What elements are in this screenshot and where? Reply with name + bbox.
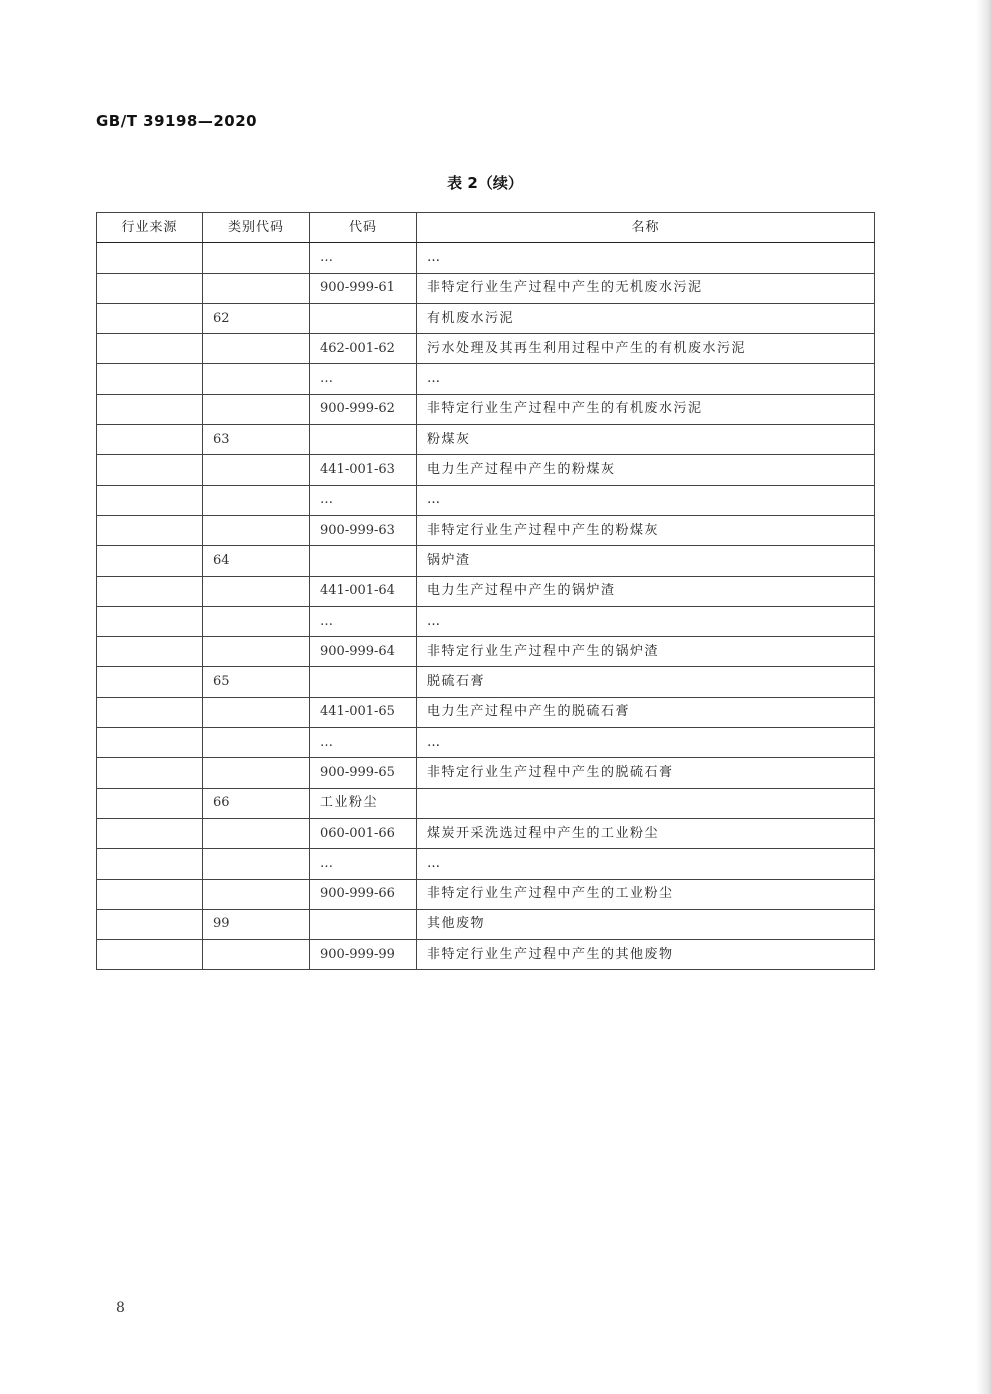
- cell-category-code: [203, 697, 310, 727]
- header-category-code: 类别代码: [203, 213, 310, 243]
- table-row: [97, 303, 875, 333]
- table-header-row: [97, 213, 875, 243]
- cell-industry-source: [97, 667, 203, 697]
- table-row: [97, 455, 875, 485]
- page-edge-shadow: [976, 0, 992, 1394]
- cell-industry-source: [97, 849, 203, 879]
- cell-category-code: [203, 485, 310, 515]
- cell-industry-source: [97, 940, 203, 970]
- cell-industry-source: [97, 334, 203, 364]
- cell-category-code: [203, 728, 310, 758]
- table-row: [97, 394, 875, 424]
- cell-industry-source: [97, 425, 203, 455]
- cell-industry-source: [97, 818, 203, 848]
- cell-industry-source: [97, 303, 203, 333]
- header-industry-source: 行业来源: [97, 213, 203, 243]
- cell-industry-source: [97, 909, 203, 939]
- cell-name: 非特定行业生产过程中产生的无机废水污泥: [417, 273, 875, 303]
- cell-name: …: [417, 849, 875, 879]
- cell-category-code: [203, 515, 310, 545]
- cell-code: [310, 303, 417, 333]
- table-row: [97, 273, 875, 303]
- cell-name: 电力生产过程中产生的脱硫石膏: [417, 697, 875, 727]
- cell-name: 锅炉渣: [417, 546, 875, 576]
- cell-name: …: [417, 485, 875, 515]
- cell-code: 900-999-66: [310, 879, 417, 909]
- table-row: [97, 788, 875, 818]
- cell-category-code: 65: [203, 667, 310, 697]
- cell-category-code: [203, 879, 310, 909]
- cell-industry-source: [97, 637, 203, 667]
- table-row: [97, 940, 875, 970]
- cell-category-code: 64: [203, 546, 310, 576]
- cell-category-code: 62: [203, 303, 310, 333]
- cell-code: [310, 667, 417, 697]
- cell-industry-source: [97, 243, 203, 273]
- cell-category-code: [203, 637, 310, 667]
- cell-code: 441-001-63: [310, 455, 417, 485]
- cell-name: 粉煤灰: [417, 425, 875, 455]
- cell-category-code: [203, 273, 310, 303]
- cell-name: 污水处理及其再生利用过程中产生的有机废水污泥: [417, 334, 875, 364]
- cell-category-code: [203, 606, 310, 636]
- cell-name: …: [417, 364, 875, 394]
- table-row: [97, 758, 875, 788]
- cell-code: …: [310, 364, 417, 394]
- cell-category-code: 99: [203, 909, 310, 939]
- table-row: [97, 667, 875, 697]
- cell-name: 非特定行业生产过程中产生的其他废物: [417, 940, 875, 970]
- cell-code: 900-999-62: [310, 394, 417, 424]
- cell-code: [310, 909, 417, 939]
- cell-name: [417, 788, 875, 818]
- cell-industry-source: [97, 758, 203, 788]
- cell-industry-source: [97, 788, 203, 818]
- cell-category-code: 63: [203, 425, 310, 455]
- cell-name: 电力生产过程中产生的锅炉渣: [417, 576, 875, 606]
- cell-code: 441-001-65: [310, 697, 417, 727]
- table-row: [97, 334, 875, 364]
- cell-industry-source: [97, 485, 203, 515]
- waste-classification-table: [96, 212, 875, 970]
- cell-code: 900-999-63: [310, 515, 417, 545]
- cell-code: 900-999-64: [310, 637, 417, 667]
- table-row: [97, 909, 875, 939]
- cell-industry-source: [97, 546, 203, 576]
- cell-name: 非特定行业生产过程中产生的有机废水污泥: [417, 394, 875, 424]
- table-row: [97, 818, 875, 848]
- cell-code: [310, 425, 417, 455]
- cell-code: …: [310, 728, 417, 758]
- cell-name: 煤炭开采洗选过程中产生的工业粉尘: [417, 818, 875, 848]
- table-title: 表 2（续）: [447, 174, 523, 192]
- table-row: [97, 606, 875, 636]
- cell-code: …: [310, 243, 417, 273]
- table-row: [97, 243, 875, 273]
- table-body: [97, 243, 875, 970]
- cell-category-code: [203, 818, 310, 848]
- cell-category-code: [203, 849, 310, 879]
- header-name: 名称: [417, 213, 875, 243]
- cell-code: 900-999-61: [310, 273, 417, 303]
- table-row: [97, 515, 875, 545]
- table-row: [97, 485, 875, 515]
- cell-name: …: [417, 243, 875, 273]
- standard-number: GB/T 39198—2020: [96, 112, 258, 130]
- cell-industry-source: [97, 364, 203, 394]
- table-row: [97, 697, 875, 727]
- cell-category-code: [203, 243, 310, 273]
- cell-code: 441-001-64: [310, 576, 417, 606]
- cell-name: 非特定行业生产过程中产生的锅炉渣: [417, 637, 875, 667]
- table-row: [97, 637, 875, 667]
- cell-code: 900-999-65: [310, 758, 417, 788]
- cell-code: …: [310, 849, 417, 879]
- table-row: [97, 546, 875, 576]
- cell-name: 脱硫石膏: [417, 667, 875, 697]
- cell-name: 非特定行业生产过程中产生的脱硫石膏: [417, 758, 875, 788]
- header-code: 代码: [310, 213, 417, 243]
- table-row: [97, 879, 875, 909]
- cell-category-code: [203, 364, 310, 394]
- cell-name: 电力生产过程中产生的粉煤灰: [417, 455, 875, 485]
- cell-industry-source: [97, 273, 203, 303]
- cell-industry-source: [97, 455, 203, 485]
- cell-category-code: [203, 758, 310, 788]
- table-row: [97, 728, 875, 758]
- table-row: [97, 576, 875, 606]
- cell-category-code: [203, 940, 310, 970]
- cell-category-code: [203, 576, 310, 606]
- cell-name: …: [417, 606, 875, 636]
- page-number: 8: [116, 1300, 125, 1316]
- cell-code: 工业粉尘: [310, 788, 417, 818]
- cell-code: [310, 546, 417, 576]
- cell-industry-source: [97, 728, 203, 758]
- cell-code: …: [310, 485, 417, 515]
- cell-name: 有机废水污泥: [417, 303, 875, 333]
- cell-code: 900-999-99: [310, 940, 417, 970]
- cell-category-code: [203, 455, 310, 485]
- cell-name: 非特定行业生产过程中产生的粉煤灰: [417, 515, 875, 545]
- cell-name: 非特定行业生产过程中产生的工业粉尘: [417, 879, 875, 909]
- table-row: [97, 849, 875, 879]
- cell-industry-source: [97, 606, 203, 636]
- cell-code: 060-001-66: [310, 818, 417, 848]
- table-row: [97, 425, 875, 455]
- cell-industry-source: [97, 515, 203, 545]
- cell-industry-source: [97, 879, 203, 909]
- cell-industry-source: [97, 697, 203, 727]
- cell-industry-source: [97, 394, 203, 424]
- cell-name: 其他废物: [417, 909, 875, 939]
- cell-category-code: 66: [203, 788, 310, 818]
- cell-code: …: [310, 606, 417, 636]
- cell-industry-source: [97, 576, 203, 606]
- cell-category-code: [203, 394, 310, 424]
- cell-name: …: [417, 728, 875, 758]
- cell-category-code: [203, 334, 310, 364]
- cell-code: 462-001-62: [310, 334, 417, 364]
- table-row: [97, 364, 875, 394]
